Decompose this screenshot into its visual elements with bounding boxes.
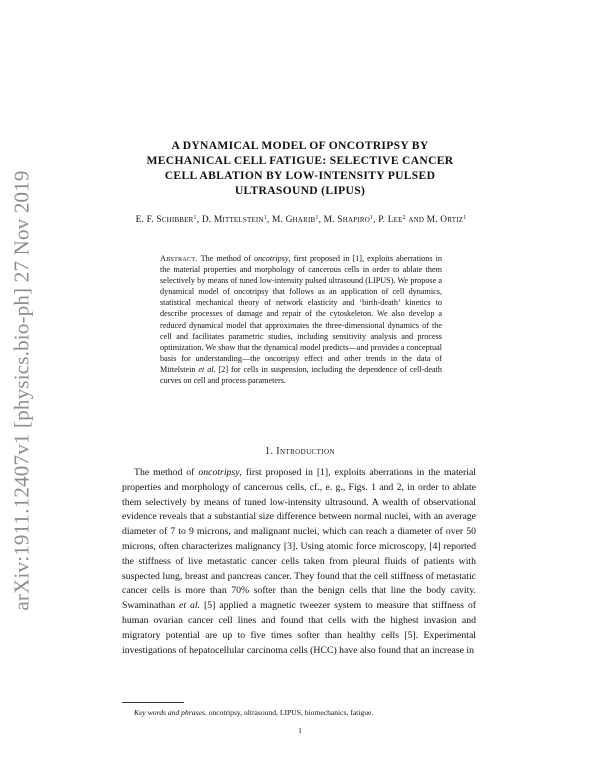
body-emphasis: oncotripsy (198, 467, 240, 478)
footnote (122, 708, 476, 718)
author-affiliation: 1 (193, 215, 197, 221)
author-separator: , (318, 215, 324, 225)
footnote-label: Key words and phrases. (134, 708, 207, 717)
footnote-divider (122, 702, 184, 703)
abstract-emphasis: oncotripsy (253, 254, 289, 263)
paper-title: A DYNAMICAL MODEL OF ONCOTRIPSY BY MECHANICAL CELL FATIGUE: SELECTIVE CANCER CELL ABLATION BY LOW-INTENSITY PULSED ULTRASOUND (LIPUS) (146, 139, 454, 197)
author-name: P. Lee (378, 215, 403, 225)
author-affiliation: 1 (463, 215, 467, 221)
author-separator: and (405, 215, 427, 225)
page-number: 1 (298, 726, 302, 735)
abstract-text: The method of (197, 254, 254, 263)
section-heading: 1. Introduction (265, 446, 335, 457)
abstract-label: Abstract. (160, 254, 198, 263)
arxiv-identifier-stamp (9, 169, 34, 611)
author-affiliation: 1 (263, 215, 267, 221)
author-name: E. F. Schibber (135, 215, 194, 225)
body-text: , first proposed in [1], exploits aberrations in the material properties and morphology of cancerous cells, cf., e. g., Figs. 1 and 2, in order to ablate them selectively by means of tuned low-intensity ultrasound. A wealth of observational evidence reveals that a substantial size difference between normal nuclei, with an average diameter of 7 to 9 microns, and malignant nuclei, which can reach a diameter of over 50 microns, often characterizes malignancy [3]. Using atomic force microscopy, [4] reported the stiffness of live metastatic cancer cells taken from pleural fluids of patients with suspected lung, breast and pancreas cancer. They found that the cell stiffness of metastatic cancer cells is more than 70% softer than the benign cells that line the body cavity. Swaminathan (122, 467, 476, 612)
abstract-emphasis: et al. (198, 364, 216, 374)
author-name: M. Shapiro (323, 215, 370, 225)
author-separator: , (373, 215, 379, 225)
author-name: M. Gharib (271, 215, 316, 225)
author-separator: , (266, 215, 272, 225)
footnote-text: oncotripsy, ultrasound, LIPUS, biomechanics, fatigue. (206, 708, 374, 717)
body-text: The method of (134, 467, 199, 478)
abstract (160, 253, 442, 386)
body-paragraph (122, 466, 476, 658)
abstract-text: , first proposed in [1], exploits aberrations in the material properties and morphology of cancerous cells in order to ablate them selectively by means of tuned low-intensity pulsed ultrasound (LIPUS). We propose a dynamical model of oncotripsy that follows as an application of cell dynamics, statistical mechanical theory of network elasticity and ‘birth-death’ kinetics to describe processes of damage and repair of the cytoskeleton. We also develop a reduced dynamical model that approximates the three-dimensional dynamics of the cell and facilitates parametric studies, including sensitivity analysis and process optimization. We show that the dynamical model predicts—and provides a conceptual basis for understanding—the oncotripsy effect and other trends in the data of Mittelstein (160, 254, 442, 374)
abstract-text: [2] for cells in suspension, including the dependence of cell-death curves on cell and process parameters. (160, 364, 442, 386)
author-name: D. Mittelstein (201, 215, 264, 225)
author-affiliation: 1 (315, 215, 319, 221)
author-affiliation: 2 (402, 215, 406, 221)
body-text: [5] applied a magnetic tweezer system to measure that stiffness of human ovarian cancer cell lines and found that cells with the highest invasion and migratory potential are up to five times softer than healthy cells [5]. Experimental investigations of hepatocellular carcinoma cells (HCC) have also found that an increase in (122, 600, 476, 656)
author-list (126, 212, 476, 227)
body-emphasis: et al. (179, 600, 201, 612)
author-name: M. Ortiz (426, 215, 464, 225)
author-affiliation: 1 (369, 215, 374, 221)
author-separator: , (196, 215, 202, 225)
arxiv-identifier-text: arXiv:1911.12407v1 [physics.bio-ph] 27 Nov 2019 (9, 169, 34, 611)
